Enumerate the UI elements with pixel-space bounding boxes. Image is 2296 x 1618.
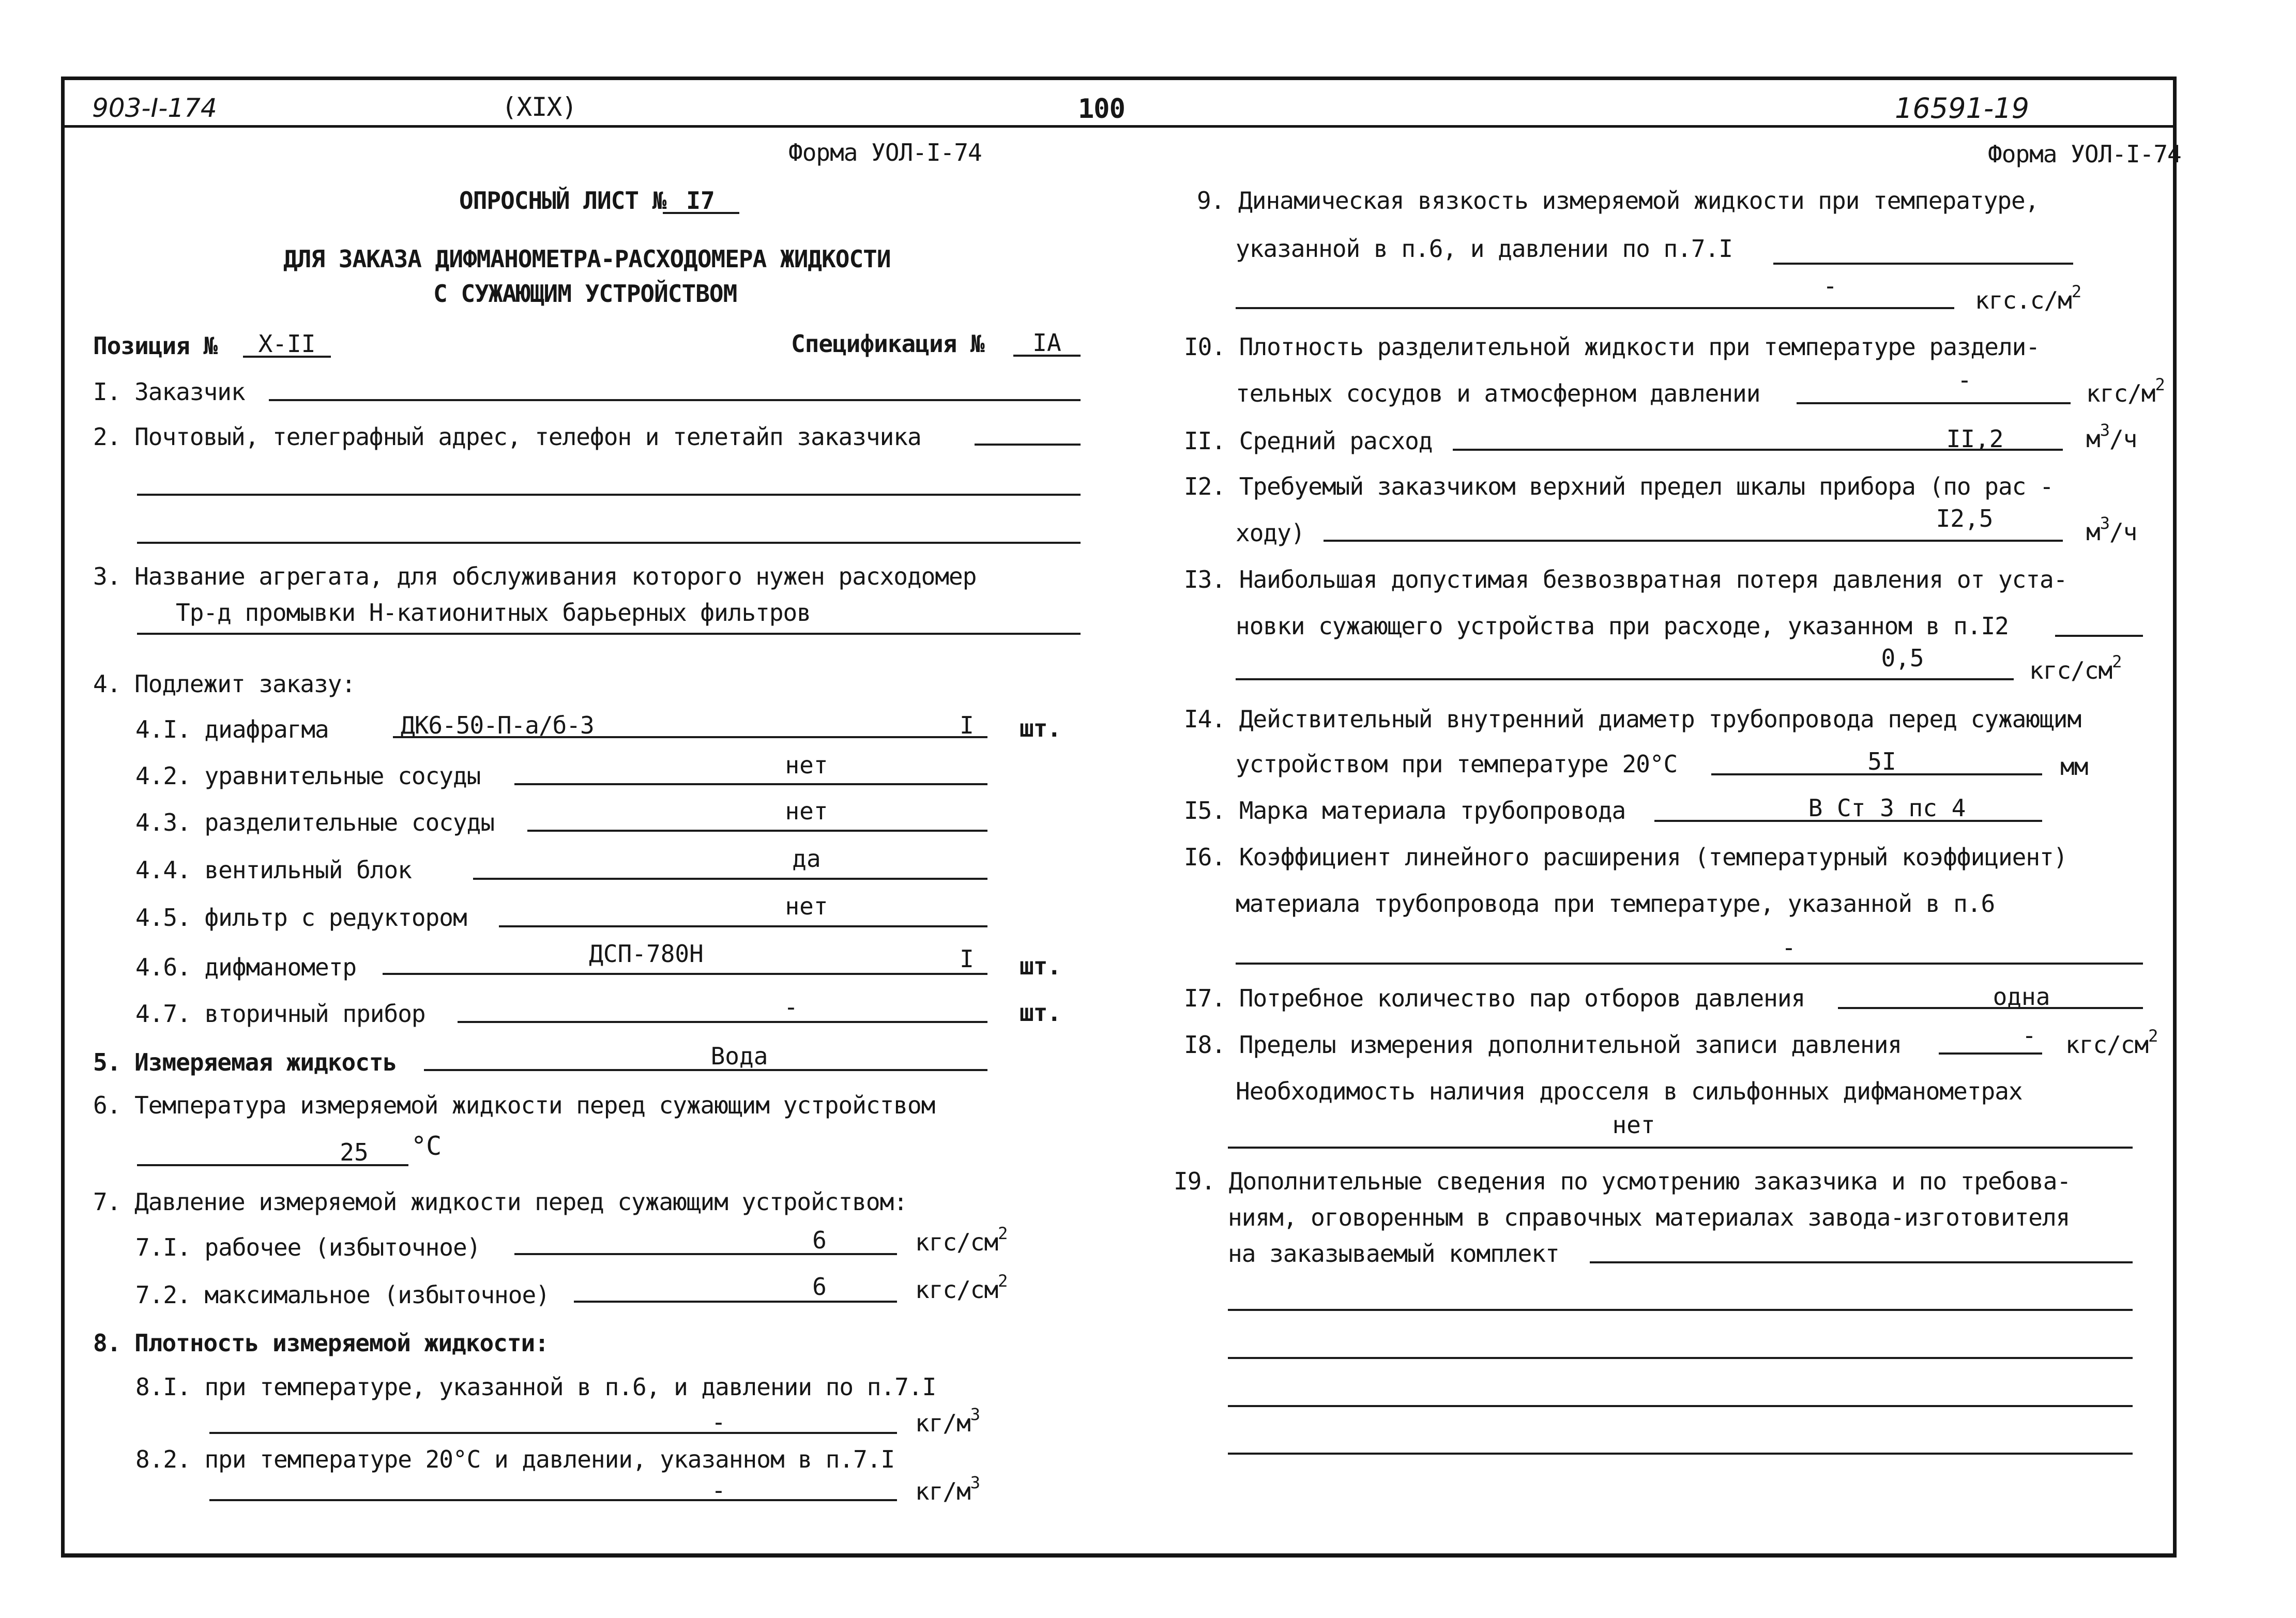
item-10-unit-exp: 2 (2155, 375, 2165, 394)
item-2-label: 2. Почтовый, телеграфный адрес, телефон и телетайп заказчика (93, 423, 921, 451)
spec-label: Спецификация № (791, 330, 984, 358)
item-8-1-unit-exp: 3 (970, 1405, 980, 1424)
item-8-1-unit (915, 1405, 980, 1437)
spec-value: IA (1032, 329, 1061, 357)
item-11-unit (2086, 420, 2137, 453)
item-15-value: В Ст 3 пс 4 (1808, 794, 1966, 822)
item-7-1-label: 7.I. рабочее (избыточное) (135, 1233, 481, 1261)
item-4-5-value: нет (785, 892, 828, 920)
item-12-value: I2,5 (1936, 505, 1994, 532)
item-16-line (1236, 963, 2143, 965)
item-4-6-value: ДСП-780Н (589, 940, 704, 968)
item-9-line-2: указанной в п.6, и давлении по п.7.I (1236, 235, 1732, 263)
item-19-line-1: I9. Дополнительные сведения по усмотрению заказчика и по требова- (1174, 1167, 2071, 1195)
form-label-left: Форма УОЛ-I-74 (788, 139, 982, 166)
item-9-line-1: 9. Динамическая вязкость измеряемой жидкости при температуре, (1197, 187, 2039, 215)
item-15-label: I5. Марка материала трубопровода (1184, 797, 1626, 825)
item-12-line (1324, 540, 2063, 542)
item-7-2-unit (915, 1271, 1008, 1304)
spec-line (1013, 355, 1081, 357)
item-19-line-d (1228, 1405, 2133, 1407)
item-7-label: 7. Давление измеряемой жидкости перед сужающим устройством: (93, 1188, 907, 1216)
item-4-7-value: - (784, 993, 798, 1021)
item-13-unit-text: кгс/см (2029, 657, 2112, 684)
item-4-5-line (499, 925, 987, 927)
item-14-line-2: устройством при температуре 20°С (1236, 750, 1678, 778)
item-9-line-a (1773, 263, 2073, 265)
item-13-line-1: I3. Наибольшая допустимая безвозвратная потеря давления от уста- (1184, 566, 2067, 593)
item-7-2-unit-text: кгс/см (915, 1276, 998, 1304)
item-10-line (1797, 402, 2071, 404)
item-18-note: Необходимость наличия дросселя в сильфонных дифманометрах (1236, 1077, 2023, 1105)
item-4-1-value: ДК6-50-П-а/б-3 (401, 711, 594, 739)
item-11-unit-exp: 3 (2100, 420, 2109, 440)
item-17-label: I7. Потребное количество пар отборов давления (1184, 984, 1805, 1012)
item-4-2-label: 4.2. уравнительные сосуды (135, 762, 481, 790)
item-14-line (1711, 773, 2042, 775)
item-9-unit (1975, 282, 2081, 314)
item-5-label: 5. Измеряемая жидкость (93, 1048, 397, 1076)
item-8-2-unit-exp: 3 (970, 1473, 980, 1492)
item-2-line-3 (137, 542, 1081, 544)
item-18-label: I8. Пределы измерения дополнительной записи давления (1184, 1031, 1902, 1059)
item-12-unit-tail: /ч (2109, 518, 2137, 546)
item-4-6-unit: шт. (1020, 952, 1061, 980)
item-6-line (137, 1164, 408, 1166)
item-4-6-label: 4.6. дифманометр (135, 953, 357, 981)
item-10-unit (2086, 375, 2165, 407)
item-12-line-2: ходу) (1236, 519, 1305, 547)
doc-code: 903-I-174 (92, 93, 217, 123)
item-6-value: 25 (340, 1138, 369, 1166)
item-19-line-2: ниям, оговоренным в справочных материалах завода-изготовителя (1228, 1203, 2070, 1231)
form-subtitle-2: С СУЖАЮЩИМ УСТРОЙСТВОМ (433, 280, 737, 308)
item-6-unit: °С (411, 1131, 442, 1161)
item-5-line (424, 1069, 987, 1071)
position-label: Позиция № (93, 332, 218, 360)
item-8-2-unit-text: кг/м (915, 1477, 970, 1505)
item-4-4-line (473, 878, 987, 880)
item-13-unit (2029, 652, 2122, 684)
item-7-1-value: 6 (812, 1226, 827, 1254)
item-2-line-2 (137, 494, 1081, 496)
form-label-right: Форма УОЛ-I-74 (1988, 140, 2181, 168)
item-7-2-unit-exp: 2 (998, 1271, 1008, 1291)
item-4-1-label: 4.I. диафрагма (135, 715, 329, 743)
item-1-label: I. Заказчик (93, 378, 245, 406)
item-7-1-unit-exp: 2 (998, 1224, 1008, 1243)
item-7-2-value: 6 (812, 1273, 827, 1301)
item-10-line-1: I0. Плотность разделительной жидкости при температуре раздели- (1184, 333, 2040, 361)
item-18-unit-exp: 2 (2148, 1026, 2158, 1046)
item-13-line-2: новки сужающего устройства при расходе, указанном в п.I2 (1236, 612, 2009, 640)
item-18-unit-text: кгс/см (2065, 1031, 2149, 1059)
item-16-line-2: материала трубопровода при температуре, указанной в п.6 (1236, 890, 1995, 918)
page-number: 100 (1078, 94, 1125, 125)
item-18-value: - (2022, 1021, 2036, 1049)
item-7-1-unit (915, 1224, 1008, 1256)
item-12-unit (2086, 513, 2137, 546)
item-4-1-unit: шт. (1020, 714, 1061, 742)
item-12-line-1: I2. Требуемый заказчиком верхний предел шкалы прибора (по рас - (1184, 472, 2054, 500)
item-19-line-e (1228, 1453, 2133, 1455)
item-10-unit-text: кгс/м (2086, 379, 2155, 407)
item-4-7-line (458, 1021, 987, 1023)
item-2-line-1 (975, 444, 1081, 446)
item-14-value: 5I (1867, 747, 1896, 775)
item-11-label: II. Средний расход (1184, 427, 1433, 455)
item-19-line-3: на заказываемый комплект (1228, 1240, 1559, 1268)
item-8-2-label: 8.2. при температуре 20°С и давлении, указанном в п.7.I (135, 1445, 895, 1473)
item-7-2-label: 7.2. максимальное (избыточное) (135, 1281, 550, 1309)
item-13-value: 0,5 (1881, 644, 1924, 672)
item-4-label: 4. Подлежит заказу: (93, 670, 356, 698)
item-8-label: 8. Плотность измеряемой жидкости: (93, 1329, 549, 1357)
item-8-2-unit (915, 1473, 980, 1505)
item-8-1-value: - (711, 1408, 726, 1436)
item-12-unit-exp: 3 (2100, 513, 2109, 533)
item-3-line (137, 633, 1081, 635)
item-4-3-label: 4.3. разделительные сосуды (135, 808, 495, 836)
item-13-line-a (2055, 635, 2143, 637)
item-5-value: Вода (710, 1042, 768, 1070)
item-8-1-unit-text: кг/м (915, 1409, 970, 1437)
item-9-value: - (1823, 272, 1837, 300)
item-11-line (1453, 449, 2063, 451)
item-15-line (1654, 820, 2042, 822)
item-11-unit-text: м (2086, 425, 2100, 453)
item-11-value: II,2 (1946, 425, 2004, 453)
position-value: Х-II (258, 330, 316, 358)
item-8-1-label: 8.I. при температуре, указанной в п.6, и давлении по п.7.I (135, 1373, 936, 1401)
item-17-line (1838, 1007, 2143, 1009)
item-4-6-qty: I (960, 945, 974, 973)
item-4-2-line (514, 783, 987, 785)
item-9-line-b (1236, 307, 1954, 309)
item-4-2-value: нет (785, 751, 828, 779)
item-4-7-label: 4.7. вторичный прибор (135, 1000, 425, 1028)
item-16-line-1: I6. Коэффициент линейного расширения (температурный коэффициент) (1184, 843, 2067, 871)
item-10-line-2: тельных сосудов и атмосферном давлении (1236, 379, 1760, 407)
item-19-line-c (1228, 1357, 2133, 1359)
form-number: I7 (686, 187, 715, 215)
item-8-2-line (209, 1499, 897, 1501)
item-13-unit-exp: 2 (2112, 652, 2122, 671)
item-19-line-a (1590, 1261, 2133, 1263)
item-12-unit-text: м (2086, 518, 2100, 546)
item-4-6-line (383, 973, 987, 975)
header-divider (61, 125, 2177, 128)
item-7-1-unit-text: кгс/см (915, 1228, 998, 1256)
item-4-7-unit: шт. (1020, 999, 1061, 1027)
archive-number: 16591-19 (1895, 92, 2029, 125)
item-11-unit-tail: /ч (2109, 425, 2137, 453)
item-4-3-line (527, 830, 987, 832)
item-4-3-value: нет (785, 797, 828, 825)
item-17-value: одна (1993, 983, 2050, 1011)
item-4-4-label: 4.4. вентильный блок (135, 856, 412, 884)
item-13-line-b (1236, 678, 2014, 680)
item-10-value: - (1957, 366, 1972, 394)
item-14-line-1: I4. Действительный внутренний диаметр трубопровода перед сужающим (1184, 705, 2081, 733)
item-7-2-line (574, 1301, 897, 1303)
item-9-unit-text: кгс.с/м (1975, 286, 2072, 314)
form-title: ОПРОСНЫЙ ЛИСТ № (459, 187, 666, 215)
item-8-1-line (209, 1432, 897, 1434)
item-3-label: 3. Название агрегата, для обслуживания которого нужен расходомер (93, 562, 977, 590)
section-label: (XIX) (501, 92, 577, 122)
item-9-unit-exp: 2 (2071, 282, 2081, 301)
item-4-5-label: 4.5. фильтр с редуктором (135, 904, 467, 932)
item-18-unit (2065, 1026, 2158, 1059)
item-16-value: - (1782, 934, 1796, 961)
item-7-1-line (514, 1253, 897, 1255)
item-4-1-line (393, 736, 987, 738)
item-8-2-value: - (711, 1476, 726, 1504)
item-3-value: Тр-д промывки Н-катионитных барьерных фильтров (176, 599, 811, 627)
item-1-line (269, 399, 1081, 401)
item-19-line-b (1228, 1309, 2133, 1311)
item-14-unit: мм (2060, 753, 2088, 781)
form-subtitle-1: ДЛЯ ЗАКАЗА ДИФМАНОМЕТРА-РАСХОДОМЕРА ЖИДКОСТИ (283, 245, 891, 273)
item-4-1-qty: I (960, 711, 974, 739)
position-line (243, 356, 331, 358)
item-18-line (1939, 1052, 2042, 1055)
item-6-label: 6. Температура измеряемой жидкости перед сужающим устройством (93, 1091, 935, 1119)
item-18-note-line (1228, 1147, 2133, 1149)
form-number-line (663, 212, 739, 214)
item-18-note-value: нет (1612, 1111, 1655, 1139)
item-4-4-value: да (792, 845, 821, 873)
